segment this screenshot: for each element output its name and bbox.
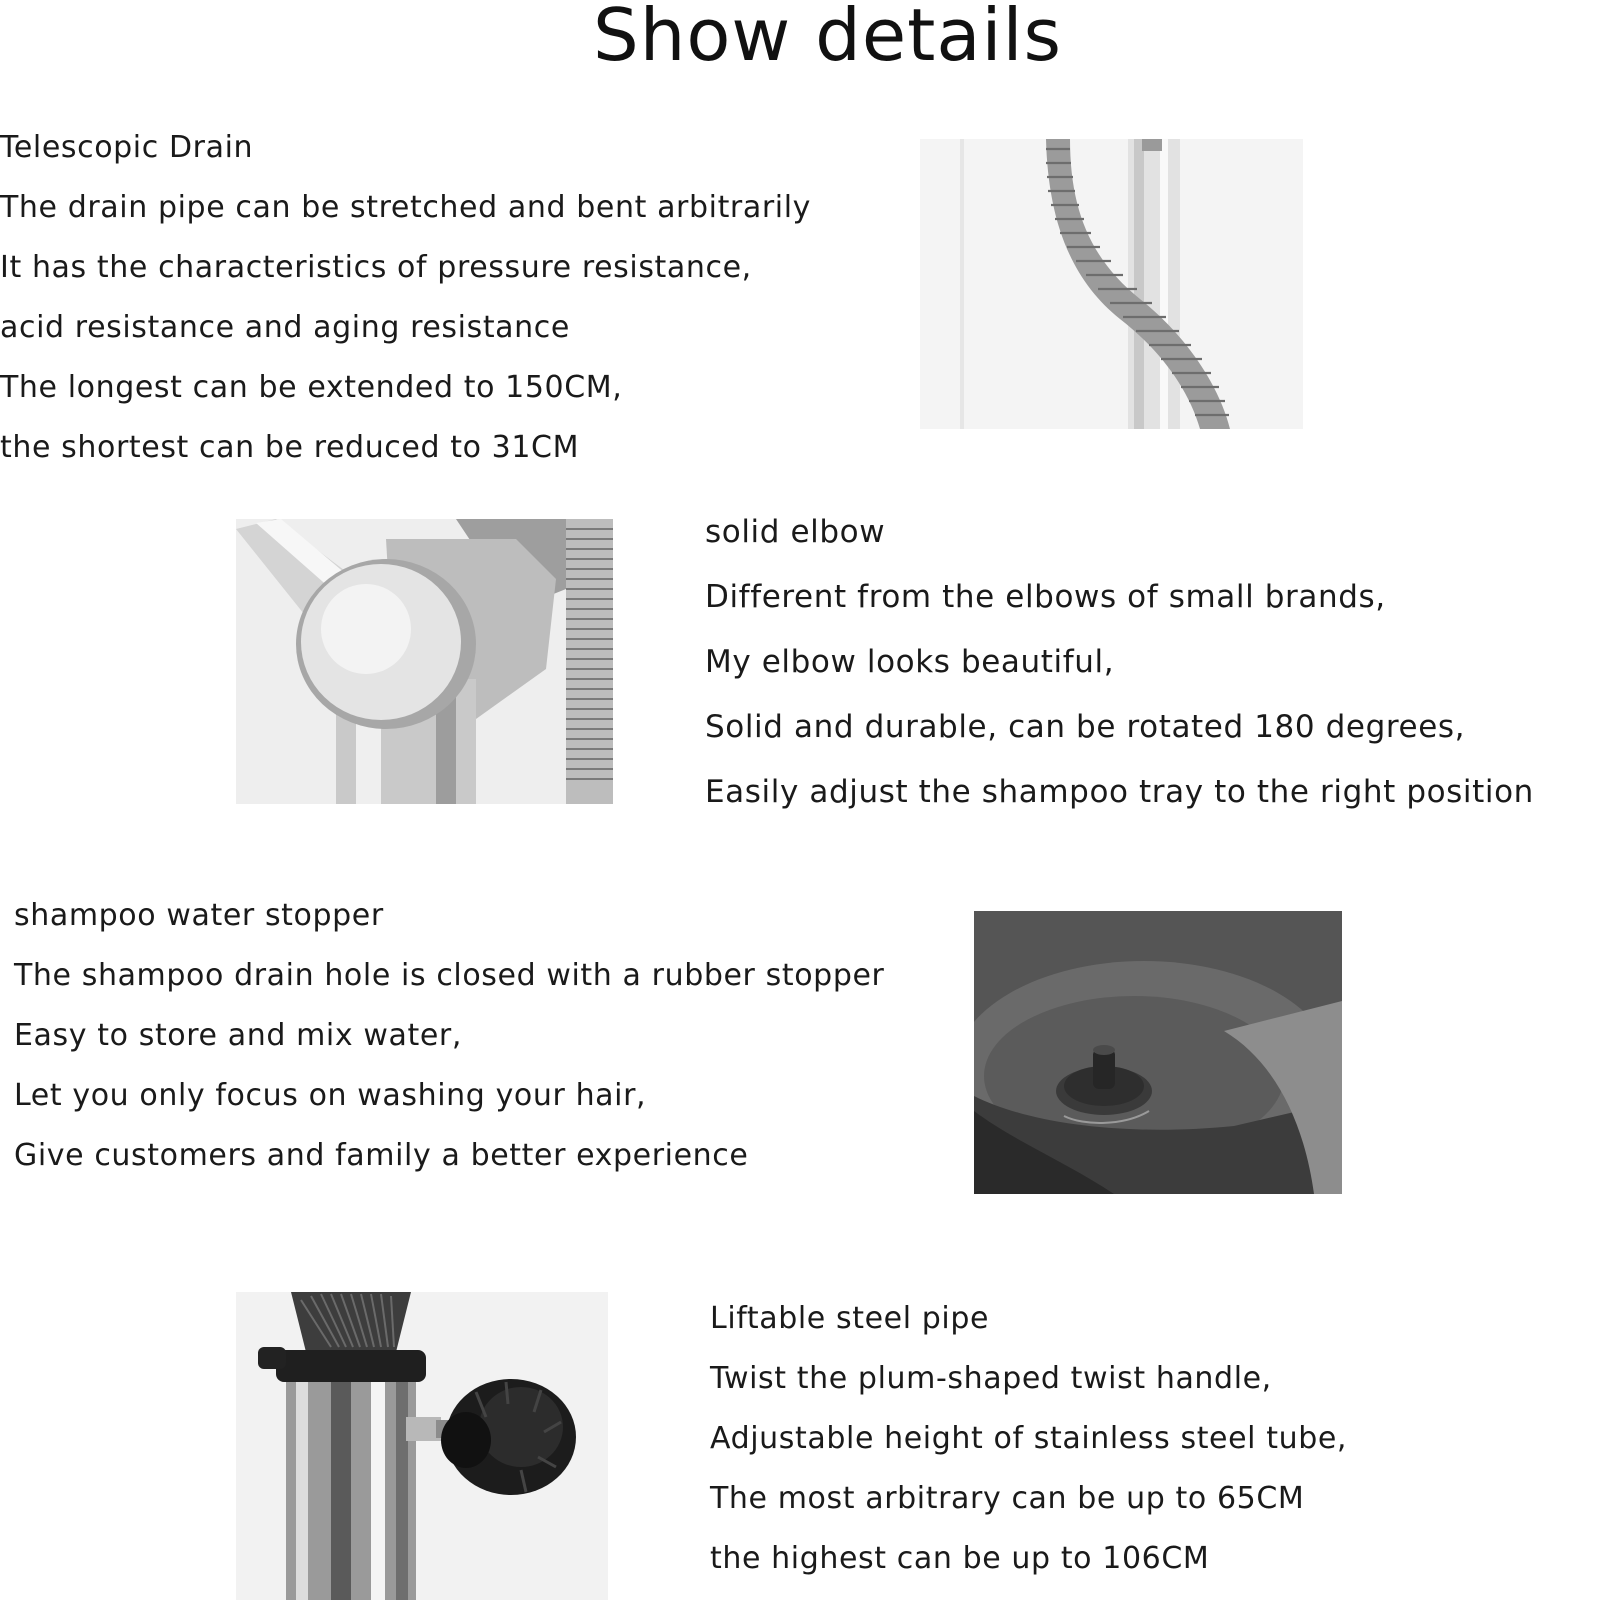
section-line: The longest can be extended to 150CM, bbox=[0, 370, 623, 405]
section-line: acid resistance and aging resistance bbox=[0, 310, 570, 345]
section-line: Easy to store and mix water, bbox=[14, 1018, 462, 1053]
section-solid-elbow-text bbox=[705, 500, 1534, 825]
section-line: The most arbitrary can be up to 65CM bbox=[710, 1481, 1305, 1516]
section-water-stopper-text bbox=[14, 886, 884, 1186]
section-line: Easily adjust the shampoo tray to the right position bbox=[705, 774, 1534, 810]
section-heading: solid elbow bbox=[705, 514, 886, 550]
section-line: the highest can be up to 106CM bbox=[710, 1541, 1210, 1576]
telescopic-drain-photo bbox=[920, 139, 1303, 429]
section-heading: shampoo water stopper bbox=[14, 898, 384, 933]
section-line: Give customers and family a better experience bbox=[14, 1138, 749, 1173]
section-heading: Telescopic Drain bbox=[0, 130, 254, 165]
section-telescopic-drain-text bbox=[0, 118, 811, 478]
section-line: Adjustable height of stainless steel tube, bbox=[710, 1421, 1348, 1456]
section-line: My elbow looks beautiful, bbox=[705, 644, 1115, 680]
section-heading: Liftable steel pipe bbox=[710, 1301, 990, 1336]
section-line: It has the characteristics of pressure resistance, bbox=[0, 250, 752, 285]
solid-elbow-photo bbox=[236, 519, 613, 804]
section-line: The shampoo drain hole is closed with a rubber stopper bbox=[14, 958, 885, 993]
section-line: Let you only focus on washing your hair, bbox=[14, 1078, 647, 1113]
section-line: Solid and durable, can be rotated 180 degrees, bbox=[705, 709, 1466, 745]
page-title: Show details bbox=[592, 0, 1063, 77]
section-line: Different from the elbows of small brands, bbox=[705, 579, 1386, 615]
liftable-steel-pipe-photo bbox=[236, 1292, 608, 1600]
section-line: The drain pipe can be stretched and bent arbitrarily bbox=[0, 190, 812, 225]
section-line: the shortest can be reduced to 31CM bbox=[0, 430, 580, 465]
water-stopper-photo bbox=[974, 911, 1342, 1194]
section-liftable-pipe-text bbox=[710, 1289, 1347, 1589]
section-line: Twist the plum-shaped twist handle, bbox=[710, 1361, 1272, 1396]
